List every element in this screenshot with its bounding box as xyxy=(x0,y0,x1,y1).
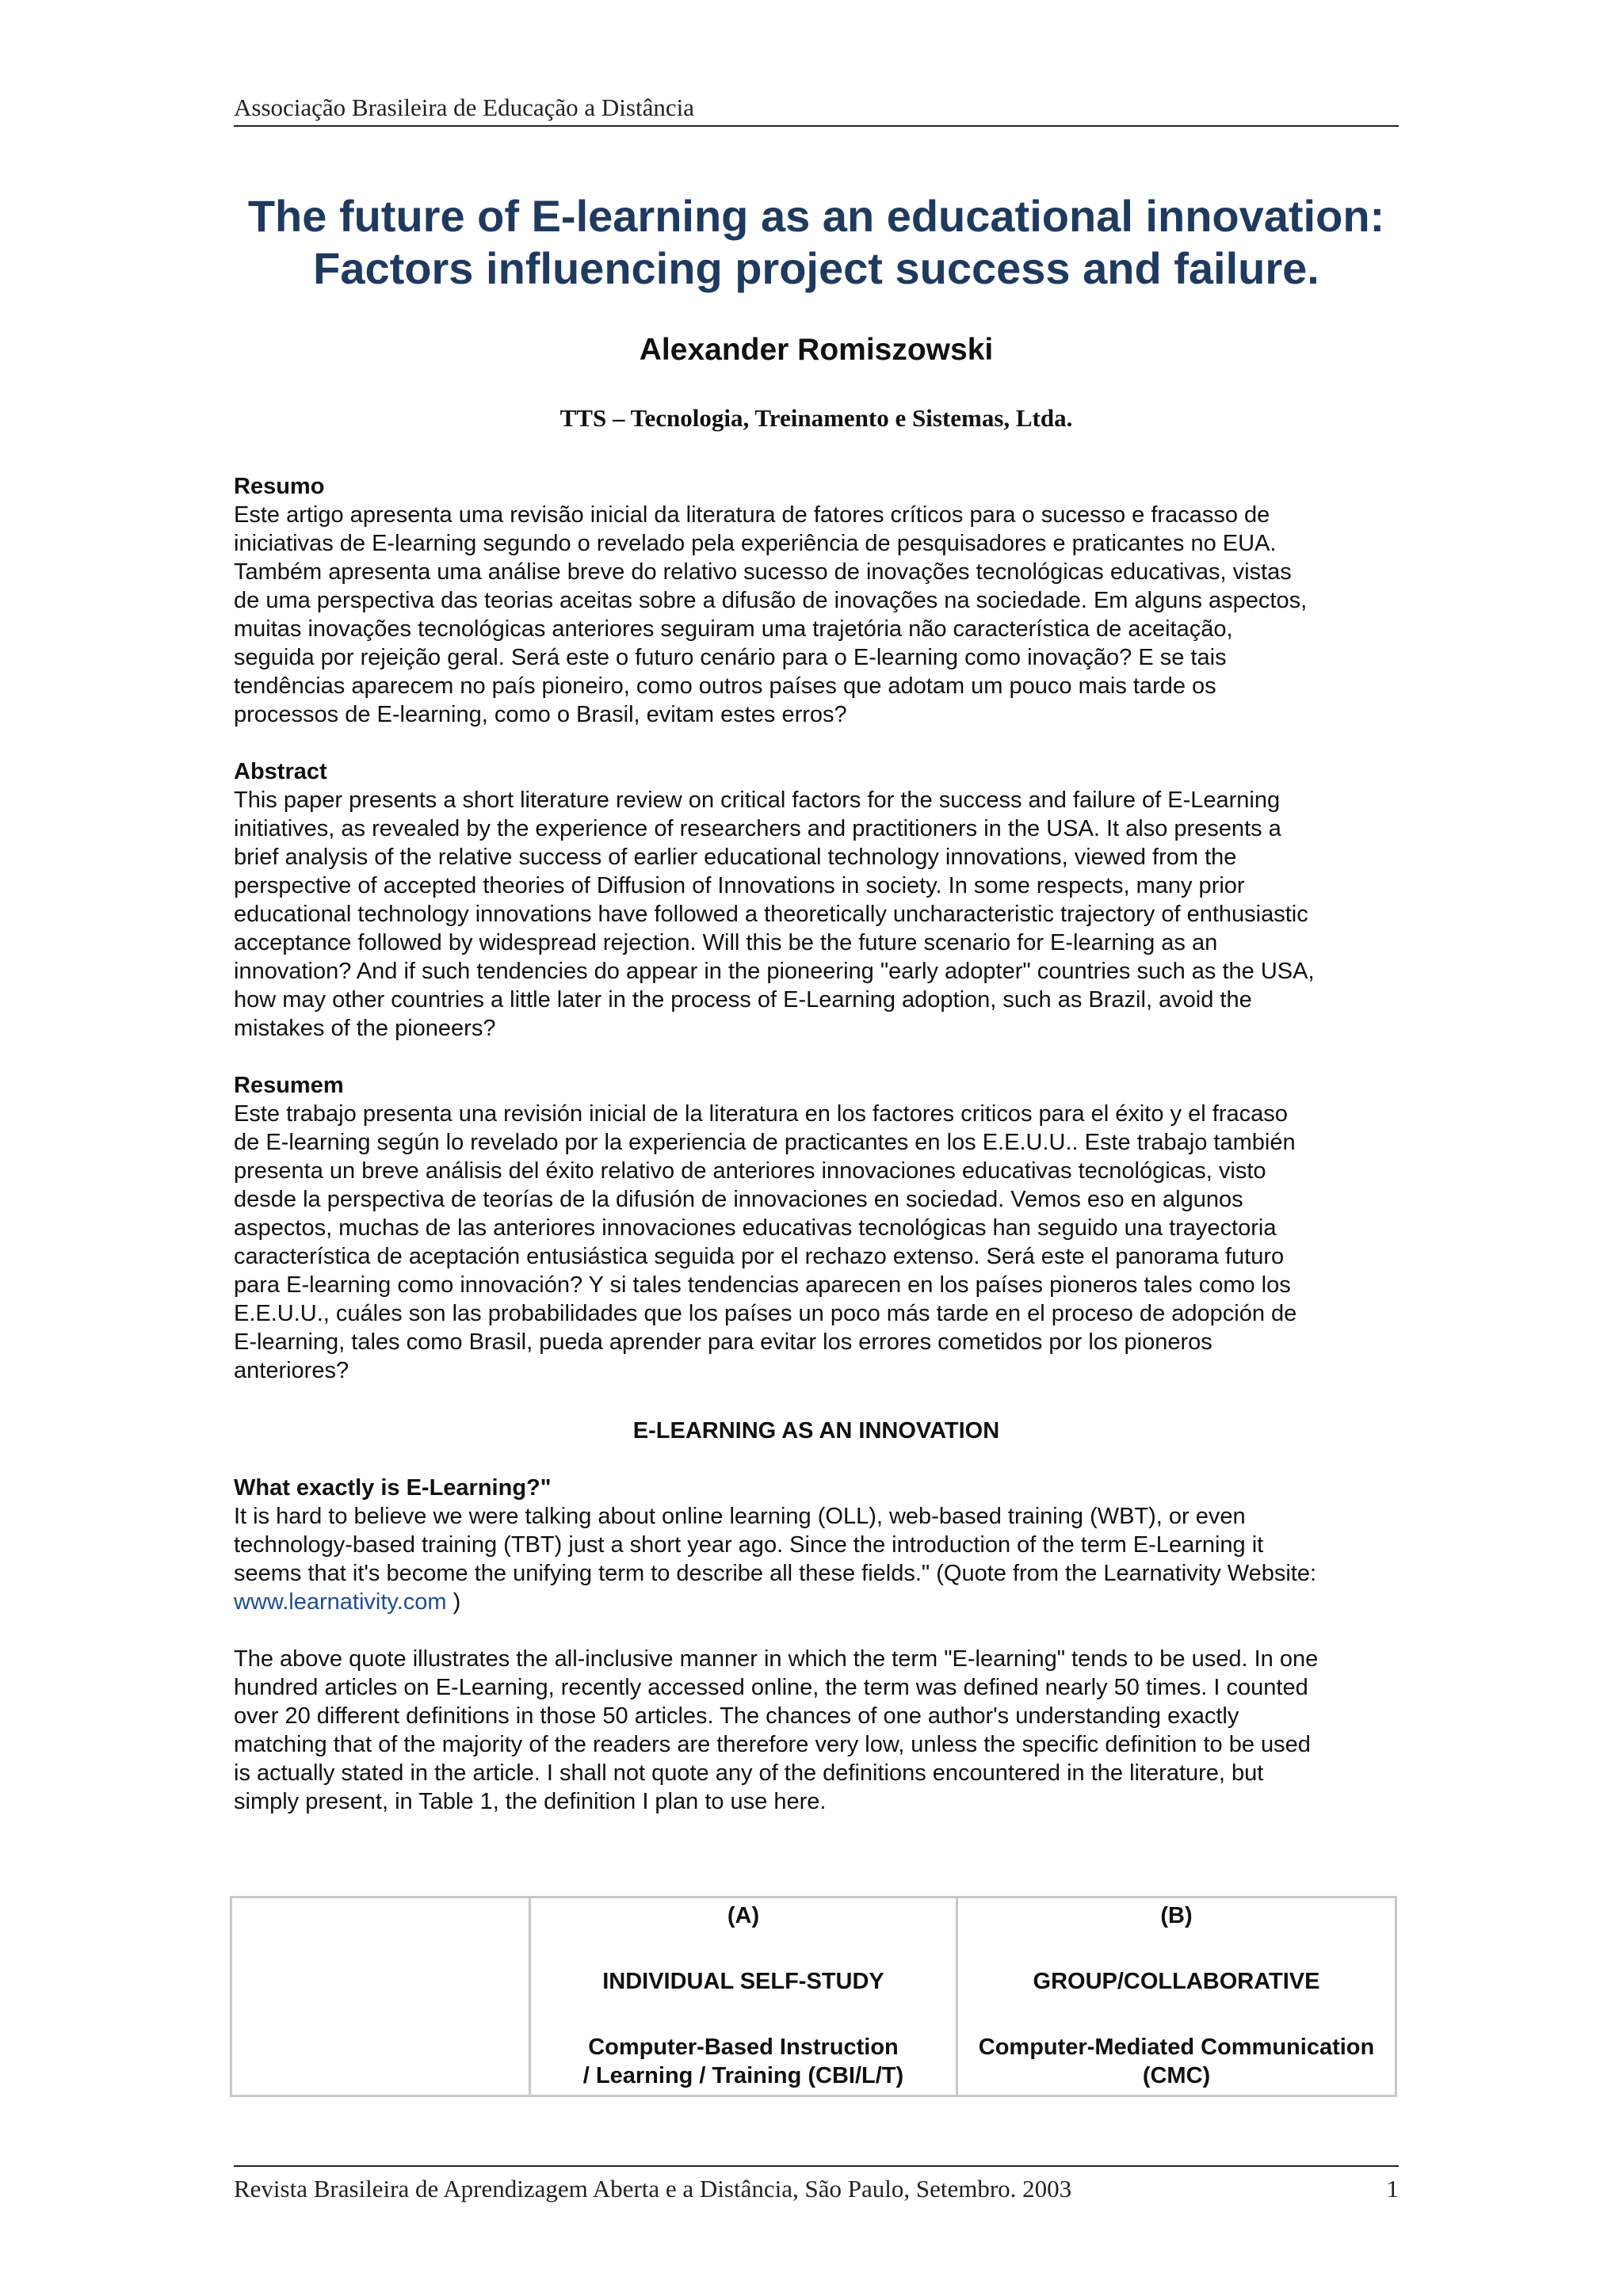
resumem-text xyxy=(234,1100,1399,1385)
quote-discussion-text xyxy=(234,1645,1399,1816)
author-affiliation: TTS – Tecnologia, Treinamento e Sistemas, Ltda. xyxy=(559,404,1073,432)
resumem-section xyxy=(234,1071,1399,1385)
text-line: de uma perspectiva das teorias aceitas sobre a difusão de inovações na sociedade. Em alguns aspectos, xyxy=(234,588,1308,613)
article-body xyxy=(234,190,1399,1816)
title-line-1: The future of E-learning as an educational innovation: xyxy=(247,191,1385,241)
column-b-letter: (B) xyxy=(1160,1903,1193,1928)
quote-discussion-section xyxy=(234,1645,1399,1816)
author-name: Alexander Romiszowski xyxy=(639,333,994,367)
text-line: E.E.U.U., cuáles son las probabilidades que los países un poco más tarde en el proceso de adopción de xyxy=(234,1301,1297,1326)
text-line: característica de aceptación entusiástica seguida por el rechazo extenso. Será este el panorama futuro xyxy=(234,1244,1285,1269)
text-line: matching that of the majority of the readers are therefore very low, unless the specific definition to be used xyxy=(234,1732,1311,1757)
text-line: initiatives, as revealed by the experience of researchers and practitioners in the USA. It also presents a xyxy=(234,816,1281,841)
text-line: seems that it's become the unifying term to describe all these fields." (Quote from the Learnativity Website: xyxy=(234,1561,1317,1586)
text-line: de E-learning según lo revelado por la experiencia de practicantes en los E.E.U.U.. Este trabajo también xyxy=(234,1130,1296,1155)
text-line: educational technology innovations have followed a theoretically uncharacteristic trajectory of enthusiastic xyxy=(234,902,1308,927)
what-is-elearning-section xyxy=(234,1474,1399,1616)
what-is-text xyxy=(234,1502,1399,1616)
title-line-2: Factors influencing project success and failure. xyxy=(313,243,1319,293)
text-line: how may other countries a little later in the process of E-Learning adoption, such as Brazil, avoid the xyxy=(234,987,1252,1013)
text-line: over 20 different definitions in those 50 articles. The chances of one author's understanding exactly xyxy=(234,1703,1239,1729)
text-line: Este artigo apresenta uma revisão inicial da literatura de fatores críticos para o sucesso e fracasso de xyxy=(234,502,1270,528)
text-line: desde la perspectiva de teorías de la difusión de innovaciones en sociedad. Vemos eso en algunos xyxy=(234,1187,1243,1212)
text-line: brief analysis of the relative success of earlier educational technology innovations, viewed from the xyxy=(234,845,1237,870)
abstract-heading: Abstract xyxy=(234,759,327,784)
text-line: tendências aparecem no país pioneiro, como outros países que adotam um pouco mais tarde os xyxy=(234,673,1216,699)
resumo-section xyxy=(234,472,1399,729)
text-line: simply present, in Table 1, the definition I plan to use here. xyxy=(234,1789,827,1814)
column-b-name-line-2: (CMC) xyxy=(1142,2063,1211,2088)
text-line: is actually stated in the article. I shall not quote any of the definitions encountered in the literature, but xyxy=(234,1760,1264,1786)
elearning-definition-table xyxy=(230,1896,1397,2097)
resumo-heading: Resumo xyxy=(234,474,325,499)
text-line: muitas inovações tecnológicas anteriores seguiram uma trajetória não característica de aceitação, xyxy=(234,616,1233,642)
resumo-text xyxy=(234,501,1399,729)
resumem-heading: Resumem xyxy=(234,1073,344,1098)
running-header: Associação Brasileira de Educação a Distância xyxy=(234,93,1399,127)
article-title xyxy=(234,190,1399,295)
table-cell-column-a xyxy=(530,1897,957,2096)
text-line: processos de E-learning, como o Brasil, evitam estes erros? xyxy=(234,702,847,727)
table-cell-column-b xyxy=(957,1897,1396,2096)
column-a-mode: INDIVIDUAL SELF-STUDY xyxy=(602,1969,884,1994)
text-line: It is hard to believe we were talking about online learning (OLL), web-based training (WBT), or even xyxy=(234,1504,1246,1529)
text-line: hundred articles on E-Learning, recently accessed online, the term was defined nearly 50 times. I counted xyxy=(234,1675,1308,1700)
text-line: presenta un breve análisis del éxito relativo de anteriores innovaciones educativas tecnológicas, visto xyxy=(234,1158,1266,1184)
text-line: technology-based training (TBT) just a short year ago. Since the introduction of the term E-Learning it xyxy=(234,1532,1264,1558)
text-line: acceptance followed by widespread rejection. Will this be the future scenario for E-learning as an xyxy=(234,930,1218,955)
text-line: The above quote illustrates the all-inclusive manner in which the term "E-learning" tends to be used. In one xyxy=(234,1646,1319,1672)
what-is-heading: What exactly is E-Learning?" xyxy=(234,1475,552,1501)
text-line: innovation? And if such tendencies do appear in the pioneering "early adopter" countries such as the USA, xyxy=(234,959,1315,984)
table-row xyxy=(231,1897,1396,2096)
column-a-letter: (A) xyxy=(727,1903,760,1928)
text-line: This paper presents a short literature review on critical factors for the success and failure of E-Learning xyxy=(234,788,1281,813)
text-line: aspectos, muchas de las anteriores innovaciones educativas tecnológicas han seguido una trayectoria xyxy=(234,1215,1277,1241)
text-line: ) xyxy=(446,1589,461,1615)
text-line: E-learning, tales como Brasil, pueda aprender para evitar los errores cometidos por los pioneros xyxy=(234,1329,1212,1355)
column-b-mode: GROUP/COLLABORATIVE xyxy=(1033,1969,1320,1994)
running-footer xyxy=(234,2165,1399,2203)
text-line: seguida por rejeição geral. Será este o futuro cenário para o E-learning como inovação? E se tais xyxy=(234,645,1227,670)
table-cell-empty xyxy=(231,1897,530,2096)
text-line: para E-learning como innovación? Y si tales tendencias aparecen en los países pioneros tales como los xyxy=(234,1272,1291,1298)
page-number: 1 xyxy=(1386,2175,1399,2203)
text-line: Este trabajo presenta una revisión inicial de la literatura en los factores criticos para el éxito y el fracaso xyxy=(234,1101,1288,1127)
text-line: Também apresenta uma análise breve do relativo sucesso de inovações tecnológicas educativas, vistas xyxy=(234,559,1292,585)
text-line: anteriores? xyxy=(234,1358,349,1383)
text-line: mistakes of the pioneers? xyxy=(234,1016,496,1041)
learnativity-link[interactable]: www.learnativity.com xyxy=(234,1589,447,1615)
column-a-name-line-1: Computer-Based Instruction xyxy=(588,2035,899,2060)
journal-citation: Revista Brasileira de Aprendizagem Aberta e a Distância, São Paulo, Setembro. 2003 xyxy=(234,2175,1072,2203)
text-line: perspective of accepted theories of Diffusion of Innovations in society. In some respects, many prior xyxy=(234,873,1245,898)
text-line: iniciativas de E-learning segundo o revelado pela experiência de pesquisadores e praticantes no EUA. xyxy=(234,531,1277,556)
section-heading: E-LEARNING AS AN INNOVATION xyxy=(632,1418,1000,1444)
column-b-name-line-1: Computer-Mediated Communication xyxy=(978,2035,1375,2060)
abstract-section xyxy=(234,757,1399,1043)
column-a-name-line-2: / Learning / Training (CBI/L/T) xyxy=(582,2063,904,2088)
abstract-text xyxy=(234,786,1399,1043)
